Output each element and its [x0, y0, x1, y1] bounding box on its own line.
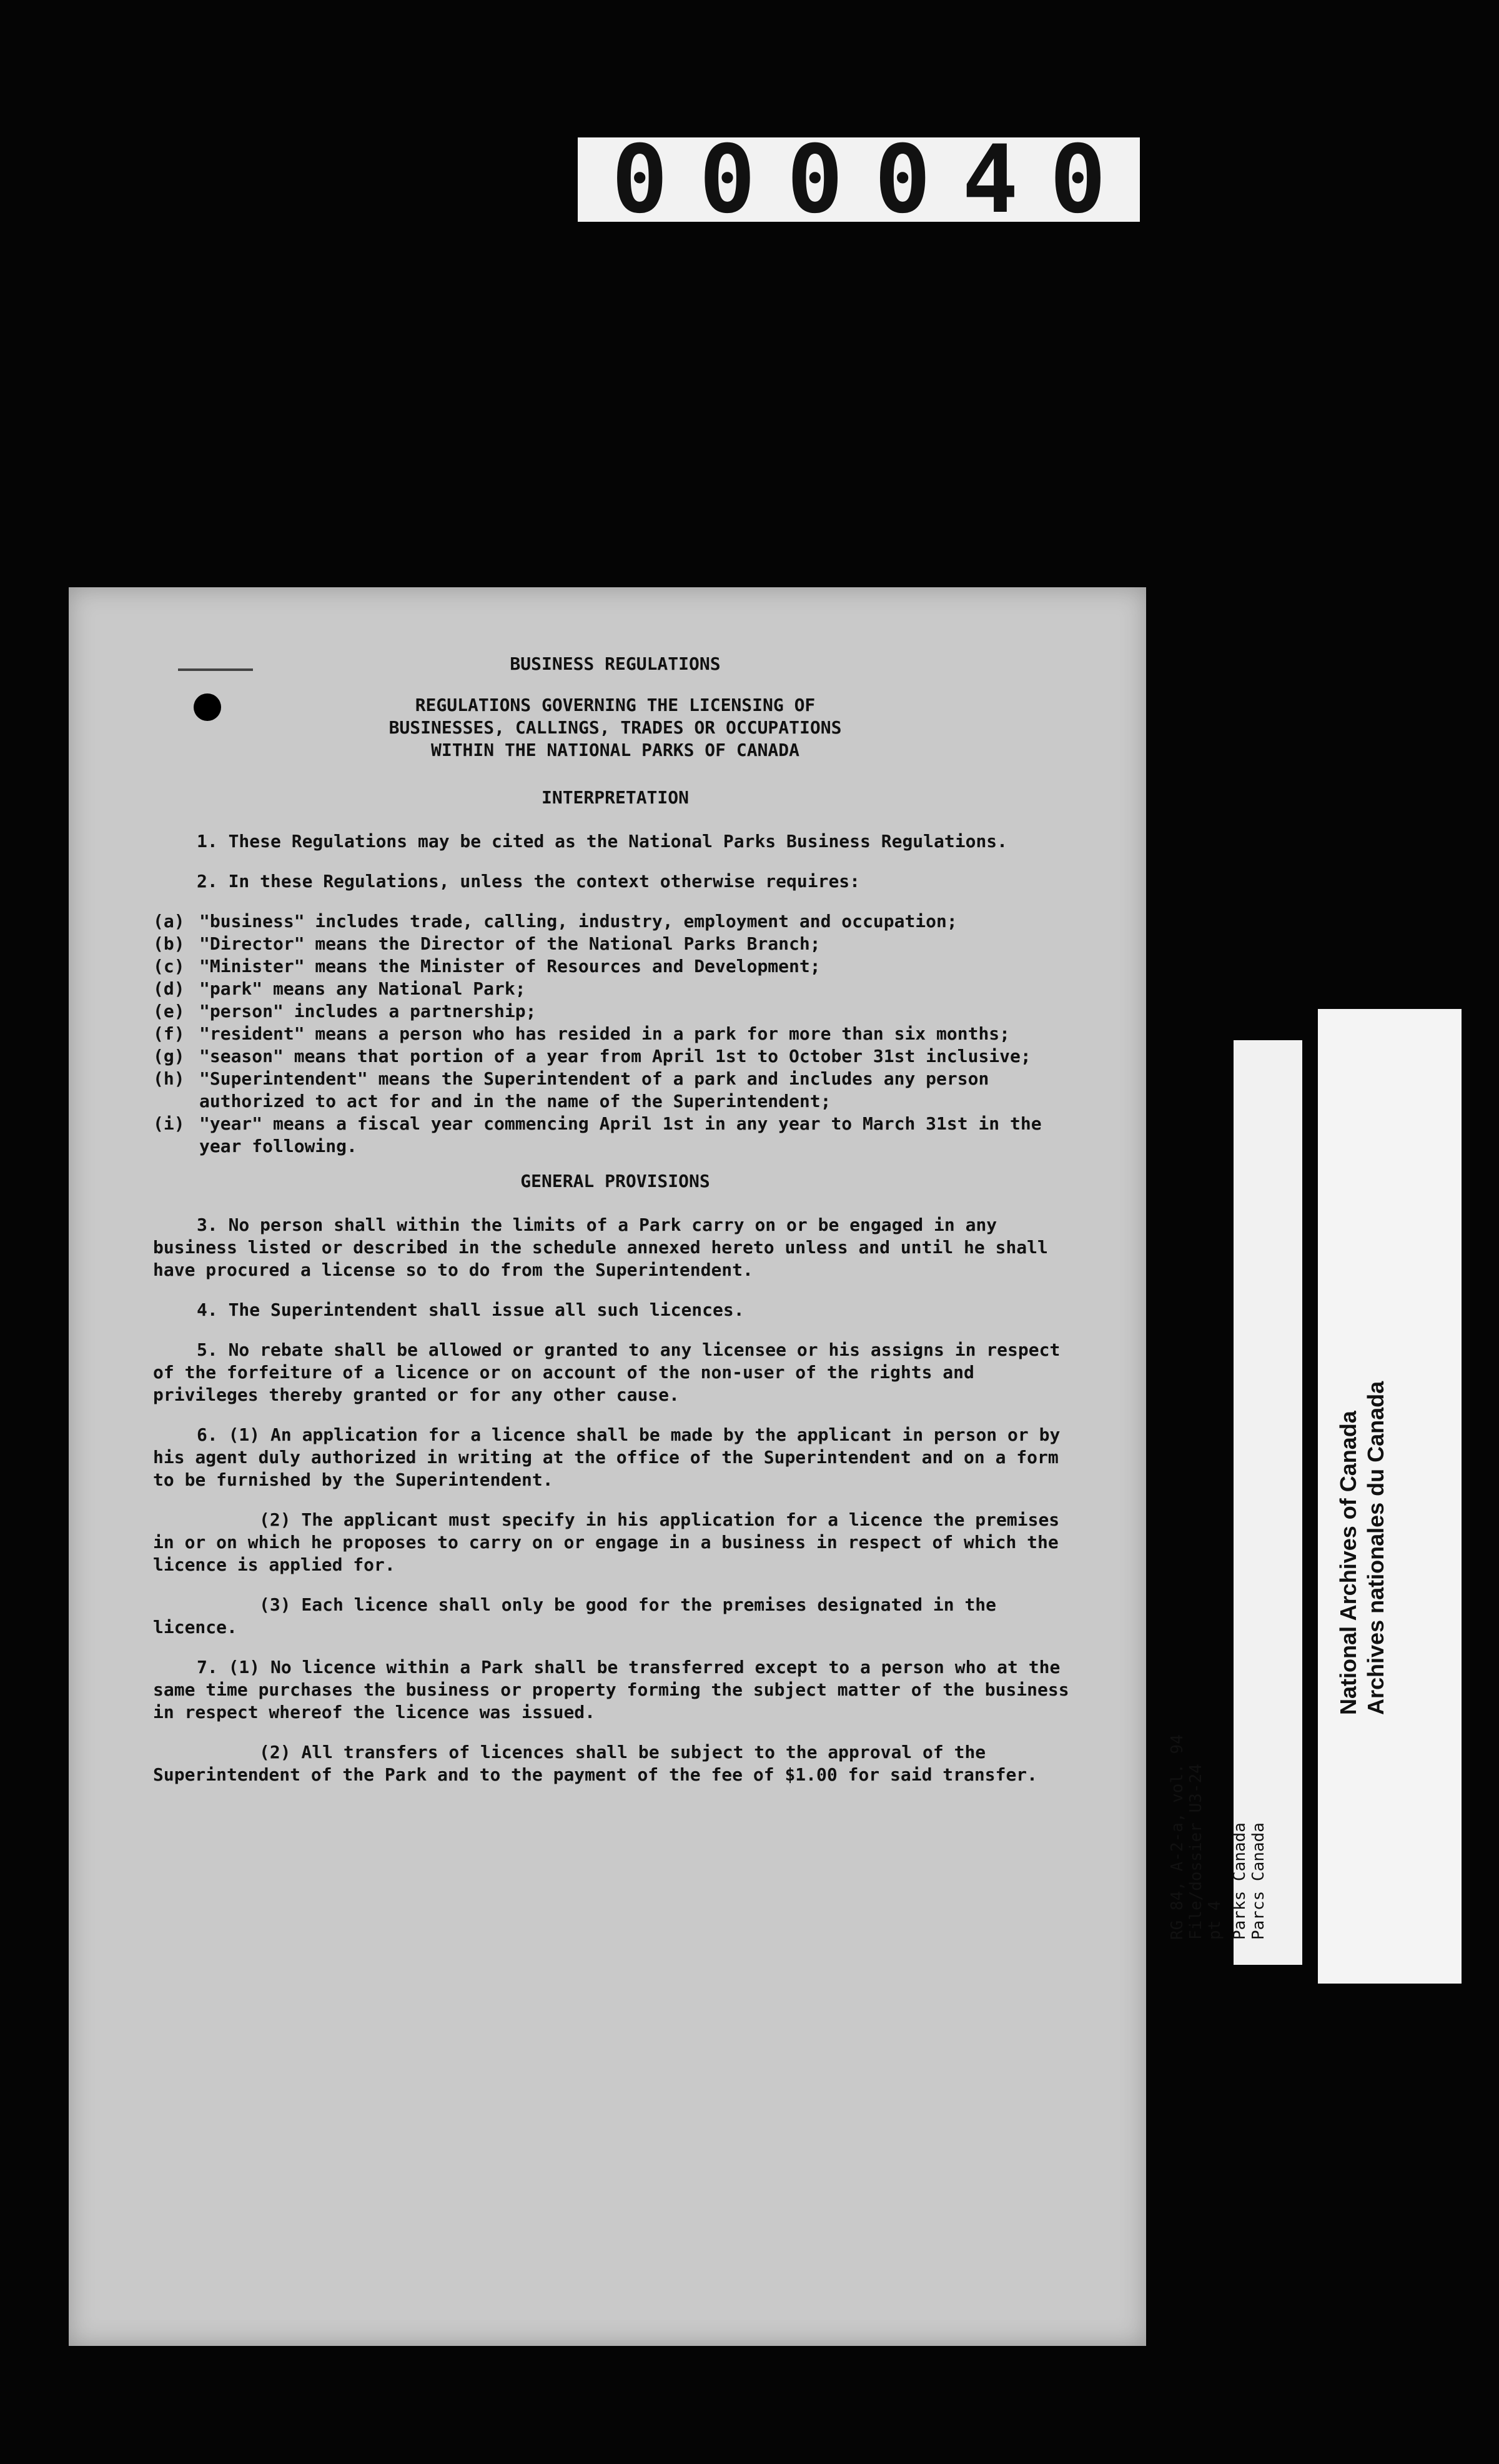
definition-text: "season" means that portion of a year from April 1st to October 31st inclusive; [199, 1046, 1031, 1066]
definition-item [153, 1045, 1077, 1068]
definition-label: (b) [153, 933, 185, 954]
definition-text: "park" means any National Park; [199, 978, 526, 999]
subtitle-line: REGULATIONS GOVERNING THE LICENSING OF [415, 695, 816, 715]
definition-text: "year" means a fiscal year commencing April 1st in any year to March 31st in the year following. [199, 1113, 1042, 1156]
definition-item [153, 978, 1077, 1000]
general-provisions-heading: GENERAL PROVISIONS [520, 1171, 710, 1191]
frame-number-label [578, 125, 1140, 234]
paragraph-6-1: 6. (1) An application for a licence shall be made by the applicant in person or by his agent duly authorized in writing at the office of the Superintendent and on a form to be furnished by the Superintendent. [153, 1424, 1061, 1490]
definition-text: "Director" means the Director of the National Parks Branch; [199, 933, 821, 954]
definition-label: (h) [153, 1068, 185, 1089]
document-page [69, 587, 1146, 2346]
archive-line-en: National Archives of Canada [1335, 1411, 1361, 1715]
reference-label-card [1168, 1040, 1302, 1965]
definition-item [153, 933, 1077, 955]
archive-line-fr: Archives nationales du Canada [1363, 1381, 1388, 1715]
definition-label: (e) [153, 1001, 185, 1021]
definition-text: "Minister" means the Minister of Resources and Development; [199, 956, 821, 976]
definition-item [153, 1000, 1077, 1023]
paragraph-5: 5. No rebate shall be allowed or granted to any licensee or his assigns in respect of the forfeiture of a licence or on account of the non-user of the rights and privileges thereby granted or for any other cause. [153, 1339, 1061, 1405]
document-title: BUSINESS REGULATIONS [510, 653, 721, 674]
archive-label-text [1335, 1381, 1390, 1715]
paragraph-2: 2. In these Regulations, unless the context otherwise requires: [197, 871, 861, 892]
paragraph-1: 1. These Regulations may be cited as the National Parks Business Regulations. [197, 831, 1008, 852]
definition-item [153, 910, 1077, 933]
definition-label: (c) [153, 956, 185, 976]
definition-item [153, 1113, 1077, 1158]
paragraph-6-2: (2) The applicant must specify in his application for a licence the premises in or on which he proposes to carry on or engage in a business in respect of which the licence is applied for. [153, 1509, 1060, 1575]
reference-line: Parcs Canada [1249, 1822, 1268, 1940]
definition-label: (a) [153, 911, 185, 931]
document-subtitle [153, 694, 1077, 762]
definition-label: (d) [153, 978, 185, 999]
definition-item [153, 1068, 1077, 1113]
definition-text: "resident" means a person who has resided in a park for more than six months; [199, 1023, 1011, 1044]
definitions-list [153, 910, 1077, 1158]
definition-text: "Superintendent" means the Superintendent of a park and includes any person authorized to act for and in the name of the Superintendent; [199, 1068, 989, 1111]
definition-text: "person" includes a partnership; [199, 1001, 537, 1021]
paragraph-7-1: 7. (1) No licence within a Park shall be transferred except to a person who at the same time purchases the business or property forming the subject matter of the business in respect whereof the licence was issued. [153, 1657, 1069, 1722]
definition-label: (g) [153, 1046, 185, 1066]
reference-line: RG 84, A-2-a, vol. 94 [1168, 1734, 1187, 1940]
archive-label-card [1318, 1009, 1462, 1984]
definition-item [153, 955, 1077, 978]
reference-line: Parks Canada [1230, 1822, 1249, 1940]
frame-number-text: 000040 [611, 125, 1137, 234]
subtitle-line: WITHIN THE NATIONAL PARKS OF CANADA [430, 740, 799, 760]
paragraph-4: 4. The Superintendent shall issue all such licences. [197, 1299, 745, 1320]
definition-label: (f) [153, 1023, 185, 1044]
reference-line: File/dossier U3-24 [1187, 1764, 1205, 1940]
definition-text: "business" includes trade, calling, industry, employment and occupation; [199, 911, 957, 931]
definition-item [153, 1023, 1077, 1045]
reference-line: pt 4 [1205, 1900, 1224, 1940]
reference-label-text [1168, 1734, 1268, 1940]
interpretation-heading: INTERPRETATION [541, 787, 689, 808]
definition-label: (i) [153, 1113, 185, 1134]
document-body [153, 653, 1077, 1804]
paragraph-6-3: (3) Each licence shall only be good for the premises designated in the licence. [153, 1594, 997, 1637]
paragraph-3: 3. No person shall within the limits of a Park carry on or be engaged in any business listed or described in the schedule annexed hereto unless and until he shall have procured a license so to do from the Superintendent. [153, 1215, 1048, 1280]
paragraph-7-2: (2) All transfers of licences shall be subject to the approval of the Superintendent of the Park and to the payment of the fee of $1.00 for said transfer. [153, 1742, 1038, 1785]
subtitle-line: BUSINESSES, CALLINGS, TRADES OR OCCUPATIONS [388, 717, 842, 738]
